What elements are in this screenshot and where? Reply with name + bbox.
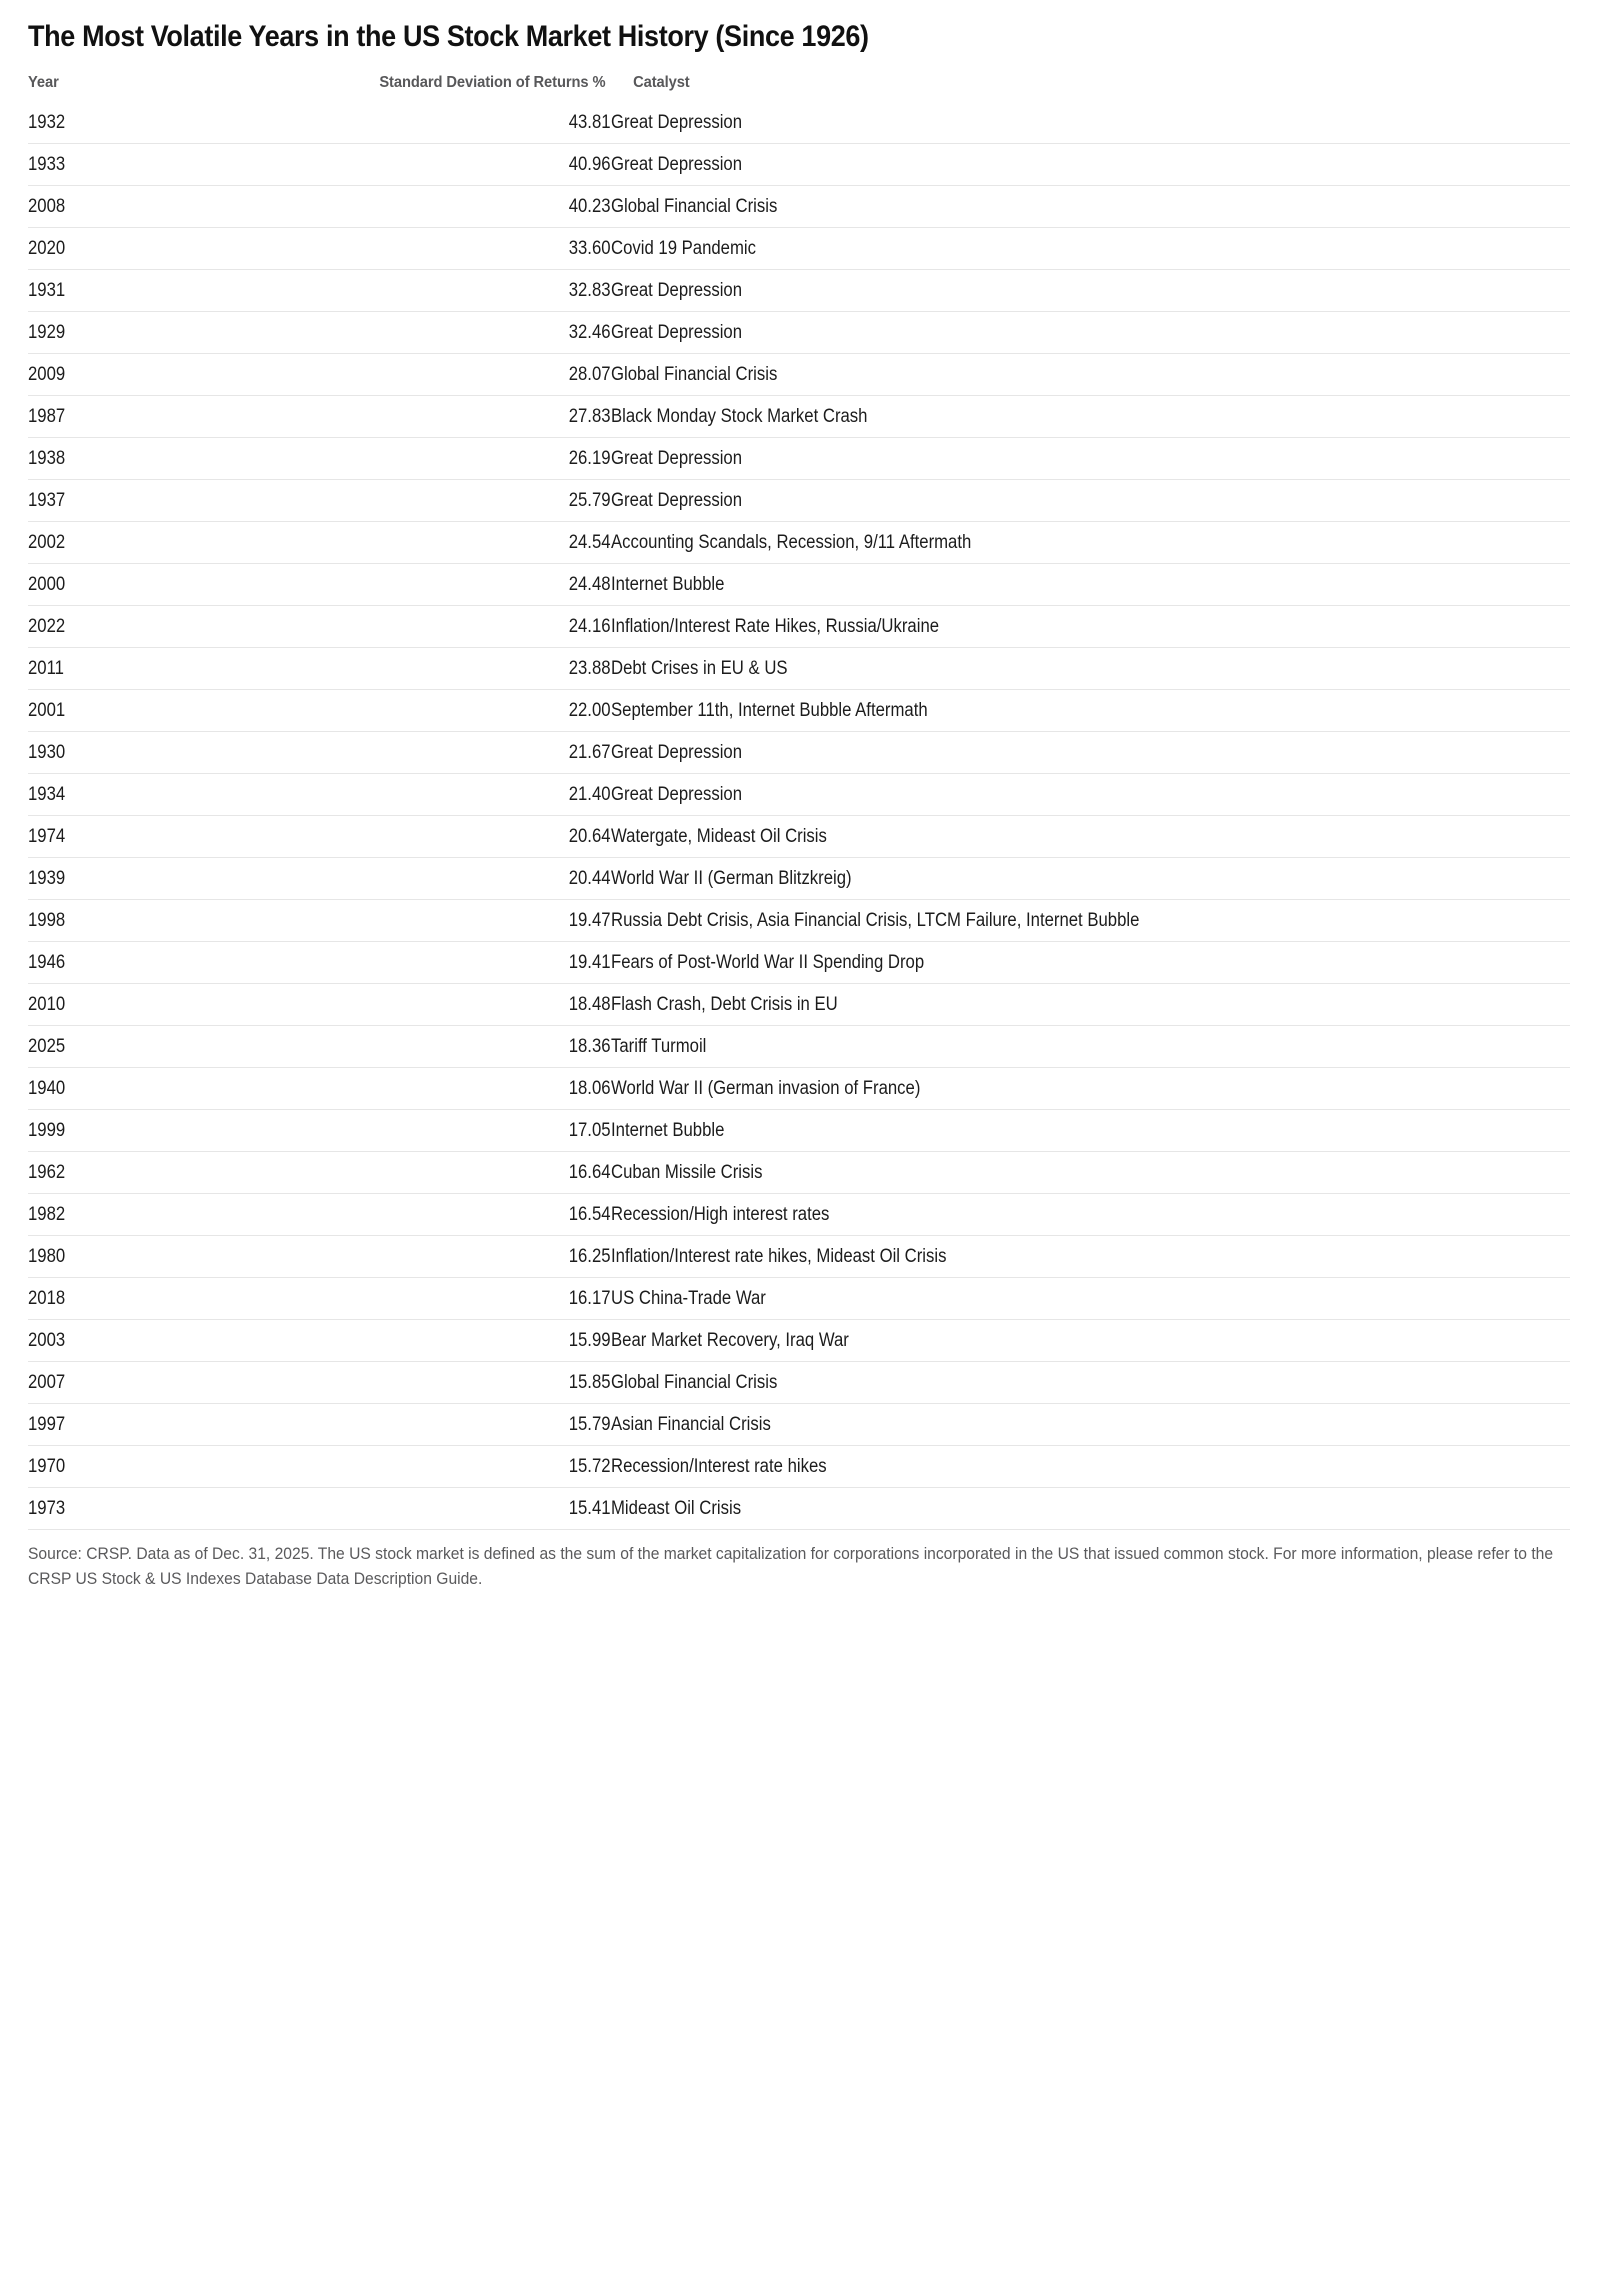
cell-std-dev (253, 270, 611, 312)
cell-year (28, 186, 253, 228)
year-value: 2002 (28, 532, 66, 553)
cell-year (28, 480, 253, 522)
cell-year (28, 1278, 253, 1320)
cell-catalyst (611, 270, 1570, 312)
cell-catalyst (611, 816, 1570, 858)
cell-catalyst (611, 1110, 1570, 1152)
std-dev-value: 15.99 (569, 1330, 611, 1351)
catalyst-value: Great Depression (611, 112, 743, 133)
cell-catalyst (611, 1488, 1570, 1530)
catalyst-value: Great Depression (611, 322, 743, 343)
std-dev-value: 33.60 (569, 238, 611, 259)
column-header-catalyst: Catalyst (633, 74, 690, 91)
cell-std-dev (253, 690, 611, 732)
catalyst-value: Inflation/Interest rate hikes, Mideast Oil Crisis (611, 1246, 947, 1267)
year-value: 2000 (28, 574, 66, 595)
cell-year (28, 354, 253, 396)
table-row (28, 1236, 1570, 1278)
cell-year (28, 228, 253, 270)
table-row (28, 1362, 1570, 1404)
std-dev-value: 24.48 (569, 574, 611, 595)
cell-year (28, 1152, 253, 1194)
table-row (28, 1026, 1570, 1068)
cell-std-dev (253, 522, 611, 564)
year-value: 1997 (28, 1414, 66, 1435)
table-row (28, 774, 1570, 816)
cell-year (28, 102, 253, 144)
catalyst-value: Global Financial Crisis (611, 364, 778, 385)
year-value: 1931 (28, 280, 66, 301)
table-row (28, 690, 1570, 732)
year-value: 2010 (28, 994, 66, 1015)
table-row (28, 228, 1570, 270)
cell-catalyst (611, 438, 1570, 480)
year-value: 1938 (28, 448, 66, 469)
table-row (28, 1194, 1570, 1236)
catalyst-value: Great Depression (611, 280, 743, 301)
cell-year (28, 900, 253, 942)
year-value: 1998 (28, 910, 66, 931)
std-dev-value: 21.67 (569, 742, 611, 763)
cell-std-dev (253, 942, 611, 984)
table-row (28, 1068, 1570, 1110)
std-dev-value: 26.19 (569, 448, 611, 469)
column-header-std-dev: Standard Deviation of Returns % (379, 74, 606, 91)
catalyst-value: Great Depression (611, 154, 743, 175)
cell-year (28, 1320, 253, 1362)
catalyst-value: Asian Financial Crisis (611, 1414, 771, 1435)
cell-std-dev (253, 1446, 611, 1488)
catalyst-value: Cuban Missile Crisis (611, 1162, 763, 1183)
year-value: 1934 (28, 784, 66, 805)
cell-std-dev (253, 1404, 611, 1446)
cell-catalyst (611, 186, 1570, 228)
table-row (28, 1110, 1570, 1152)
catalyst-value: Great Depression (611, 448, 743, 469)
year-value: 1974 (28, 826, 66, 847)
catalyst-value: World War II (German invasion of France) (611, 1078, 921, 1099)
catalyst-value: Great Depression (611, 490, 743, 511)
std-dev-value: 20.44 (569, 868, 611, 889)
table-row (28, 186, 1570, 228)
cell-catalyst (611, 1236, 1570, 1278)
table-body (28, 102, 1570, 1529)
catalyst-value: Debt Crises in EU & US (611, 658, 788, 679)
cell-year (28, 942, 253, 984)
table-row (28, 144, 1570, 186)
cell-year (28, 774, 253, 816)
catalyst-value: World War II (German Blitzkreig) (611, 868, 852, 889)
table-row (28, 1404, 1570, 1446)
cell-catalyst (611, 564, 1570, 606)
std-dev-value: 16.64 (569, 1162, 611, 1183)
std-dev-value: 21.40 (569, 784, 611, 805)
catalyst-value: Global Financial Crisis (611, 196, 778, 217)
catalyst-value: Watergate, Mideast Oil Crisis (611, 826, 827, 847)
year-value: 2011 (28, 658, 64, 679)
table-header (28, 60, 1570, 102)
std-dev-value: 18.36 (569, 1036, 611, 1057)
year-value: 1999 (28, 1120, 66, 1141)
cell-std-dev (253, 816, 611, 858)
cell-std-dev (253, 564, 611, 606)
table-row (28, 102, 1570, 144)
std-dev-value: 16.54 (569, 1204, 611, 1225)
cell-year (28, 984, 253, 1026)
std-dev-value: 40.96 (569, 154, 611, 175)
std-dev-value: 40.23 (569, 196, 611, 217)
std-dev-value: 15.85 (569, 1372, 611, 1393)
cell-catalyst (611, 1446, 1570, 1488)
table-row (28, 648, 1570, 690)
year-value: 2018 (28, 1288, 66, 1309)
year-value: 2003 (28, 1330, 66, 1351)
table-row (28, 984, 1570, 1026)
cell-std-dev (253, 228, 611, 270)
table-row (28, 438, 1570, 480)
catalyst-value: Inflation/Interest Rate Hikes, Russia/Ukraine (611, 616, 940, 637)
catalyst-value: Russia Debt Crisis, Asia Financial Crisis, LTCM Failure, Internet Bubble (611, 910, 1140, 931)
cell-std-dev (253, 900, 611, 942)
table-row (28, 1320, 1570, 1362)
table-row (28, 480, 1570, 522)
std-dev-value: 27.83 (569, 406, 611, 427)
catalyst-value: Great Depression (611, 784, 743, 805)
std-dev-value: 15.72 (569, 1456, 611, 1477)
cell-catalyst (611, 1404, 1570, 1446)
cell-std-dev (253, 1026, 611, 1068)
cell-std-dev (253, 144, 611, 186)
table-row (28, 396, 1570, 438)
std-dev-value: 15.41 (569, 1498, 611, 1519)
source-note (28, 1529, 1570, 1591)
table-row (28, 900, 1570, 942)
cell-std-dev (253, 312, 611, 354)
std-dev-value: 19.47 (569, 910, 611, 931)
cell-year (28, 522, 253, 564)
cell-catalyst (611, 606, 1570, 648)
cell-year (28, 1236, 253, 1278)
cell-std-dev (253, 858, 611, 900)
cell-year (28, 1446, 253, 1488)
catalyst-value: Fears of Post-World War II Spending Drop (611, 952, 925, 973)
cell-std-dev (253, 648, 611, 690)
year-value: 1962 (28, 1162, 66, 1183)
catalyst-value: Recession/Interest rate hikes (611, 1456, 827, 1477)
std-dev-value: 18.48 (569, 994, 611, 1015)
cell-catalyst (611, 732, 1570, 774)
cell-catalyst (611, 690, 1570, 732)
std-dev-value: 19.41 (569, 952, 611, 973)
year-value: 1987 (28, 406, 66, 427)
cell-year (28, 648, 253, 690)
cell-std-dev (253, 984, 611, 1026)
year-value: 1970 (28, 1456, 66, 1477)
cell-catalyst (611, 942, 1570, 984)
table-row (28, 942, 1570, 984)
std-dev-value: 32.46 (569, 322, 611, 343)
table-row (28, 732, 1570, 774)
std-dev-value: 28.07 (569, 364, 611, 385)
cell-catalyst (611, 858, 1570, 900)
std-dev-value: 32.83 (569, 280, 611, 301)
std-dev-value: 16.17 (569, 1288, 611, 1309)
year-value: 1930 (28, 742, 66, 763)
table-row (28, 858, 1570, 900)
cell-std-dev (253, 1362, 611, 1404)
cell-year (28, 606, 253, 648)
cell-catalyst (611, 1362, 1570, 1404)
cell-year (28, 690, 253, 732)
year-value: 1929 (28, 322, 66, 343)
std-dev-value: 22.00 (569, 700, 611, 721)
cell-year (28, 1194, 253, 1236)
cell-catalyst (611, 354, 1570, 396)
table-row (28, 606, 1570, 648)
cell-year (28, 1362, 253, 1404)
cell-year (28, 438, 253, 480)
catalyst-value: September 11th, Internet Bubble Aftermath (611, 700, 928, 721)
catalyst-value: Bear Market Recovery, Iraq War (611, 1330, 849, 1351)
cell-catalyst (611, 1194, 1570, 1236)
catalyst-value: Mideast Oil Crisis (611, 1498, 742, 1519)
year-value: 1940 (28, 1078, 66, 1099)
std-dev-value: 23.88 (569, 658, 611, 679)
year-value: 2020 (28, 238, 66, 259)
year-value: 1973 (28, 1498, 66, 1519)
cell-catalyst (611, 522, 1570, 564)
cell-std-dev (253, 186, 611, 228)
std-dev-value: 17.05 (569, 1120, 611, 1141)
cell-std-dev (253, 1278, 611, 1320)
cell-std-dev (253, 396, 611, 438)
year-value: 1937 (28, 490, 66, 511)
catalyst-value: Covid 19 Pandemic (611, 238, 756, 259)
catalyst-value: Flash Crash, Debt Crisis in EU (611, 994, 838, 1015)
cell-catalyst (611, 1278, 1570, 1320)
cell-std-dev (253, 438, 611, 480)
table-row (28, 1278, 1570, 1320)
cell-std-dev (253, 102, 611, 144)
year-value: 1933 (28, 154, 66, 175)
cell-catalyst (611, 648, 1570, 690)
cell-std-dev (253, 732, 611, 774)
cell-std-dev (253, 1194, 611, 1236)
cell-year (28, 312, 253, 354)
cell-year (28, 144, 253, 186)
cell-std-dev (253, 606, 611, 648)
cell-catalyst (611, 228, 1570, 270)
catalyst-value: Tariff Turmoil (611, 1036, 707, 1057)
cell-catalyst (611, 480, 1570, 522)
cell-year (28, 1026, 253, 1068)
cell-std-dev (253, 1236, 611, 1278)
table-row (28, 312, 1570, 354)
catalyst-value: Black Monday Stock Market Crash (611, 406, 868, 427)
page-title: The Most Volatile Years in the US Stock Market History (Since 1926) (28, 20, 869, 53)
catalyst-value: Internet Bubble (611, 1120, 725, 1141)
cell-std-dev (253, 354, 611, 396)
cell-year (28, 1110, 253, 1152)
cell-std-dev (253, 1152, 611, 1194)
year-value: 1946 (28, 952, 66, 973)
std-dev-value: 20.64 (569, 826, 611, 847)
cell-year (28, 1488, 253, 1530)
cell-catalyst (611, 396, 1570, 438)
volatility-table (28, 60, 1570, 1529)
catalyst-value: Recession/High interest rates (611, 1204, 830, 1225)
year-value: 2022 (28, 616, 66, 637)
table-row (28, 1488, 1570, 1530)
table-row (28, 816, 1570, 858)
cell-catalyst (611, 1152, 1570, 1194)
catalyst-value: Accounting Scandals, Recession, 9/11 Aftermath (611, 532, 972, 553)
cell-std-dev (253, 480, 611, 522)
cell-std-dev (253, 1110, 611, 1152)
year-value: 1982 (28, 1204, 66, 1225)
cell-std-dev (253, 1488, 611, 1530)
cell-year (28, 1068, 253, 1110)
cell-catalyst (611, 1026, 1570, 1068)
cell-year (28, 564, 253, 606)
std-dev-value: 16.25 (569, 1246, 611, 1267)
cell-year (28, 396, 253, 438)
year-value: 1939 (28, 868, 66, 889)
std-dev-value: 15.79 (569, 1414, 611, 1435)
cell-year (28, 1404, 253, 1446)
table-row (28, 1152, 1570, 1194)
catalyst-value: Global Financial Crisis (611, 1372, 778, 1393)
cell-catalyst (611, 900, 1570, 942)
cell-year (28, 816, 253, 858)
year-value: 1932 (28, 112, 66, 133)
cell-std-dev (253, 774, 611, 816)
cell-catalyst (611, 312, 1570, 354)
cell-catalyst (611, 144, 1570, 186)
catalyst-value: Great Depression (611, 742, 743, 763)
table-row (28, 522, 1570, 564)
table-row (28, 354, 1570, 396)
cell-std-dev (253, 1320, 611, 1362)
year-value: 1980 (28, 1246, 66, 1267)
cell-year (28, 732, 253, 774)
year-value: 2025 (28, 1036, 66, 1057)
year-value: 2009 (28, 364, 66, 385)
table-row (28, 270, 1570, 312)
year-value: 2007 (28, 1372, 66, 1393)
cell-year (28, 858, 253, 900)
catalyst-value: US China-Trade War (611, 1288, 766, 1309)
cell-catalyst (611, 1068, 1570, 1110)
catalyst-value: Internet Bubble (611, 574, 725, 595)
table-header-row (28, 60, 1570, 102)
cell-std-dev (253, 1068, 611, 1110)
std-dev-value: 43.81 (569, 112, 611, 133)
year-value: 2001 (28, 700, 66, 721)
column-header-year: Year (28, 74, 59, 91)
cell-year (28, 270, 253, 312)
cell-catalyst (611, 1320, 1570, 1362)
cell-catalyst (611, 984, 1570, 1026)
year-value: 2008 (28, 196, 66, 217)
source-note-text: Source: CRSP. Data as of Dec. 31, 2025. The US stock market is defined as the sum of the market capitalization for corporations incorporated in the US that issued common stock. For more information, please refer to the CRSP US Stock & US Indexes Database Data Description Guide. (28, 1544, 1554, 1588)
table-row (28, 1446, 1570, 1488)
std-dev-value: 25.79 (569, 490, 611, 511)
cell-catalyst (611, 774, 1570, 816)
cell-catalyst (611, 102, 1570, 144)
table-row (28, 564, 1570, 606)
std-dev-value: 24.54 (569, 532, 611, 553)
std-dev-value: 24.16 (569, 616, 611, 637)
std-dev-value: 18.06 (569, 1078, 611, 1099)
